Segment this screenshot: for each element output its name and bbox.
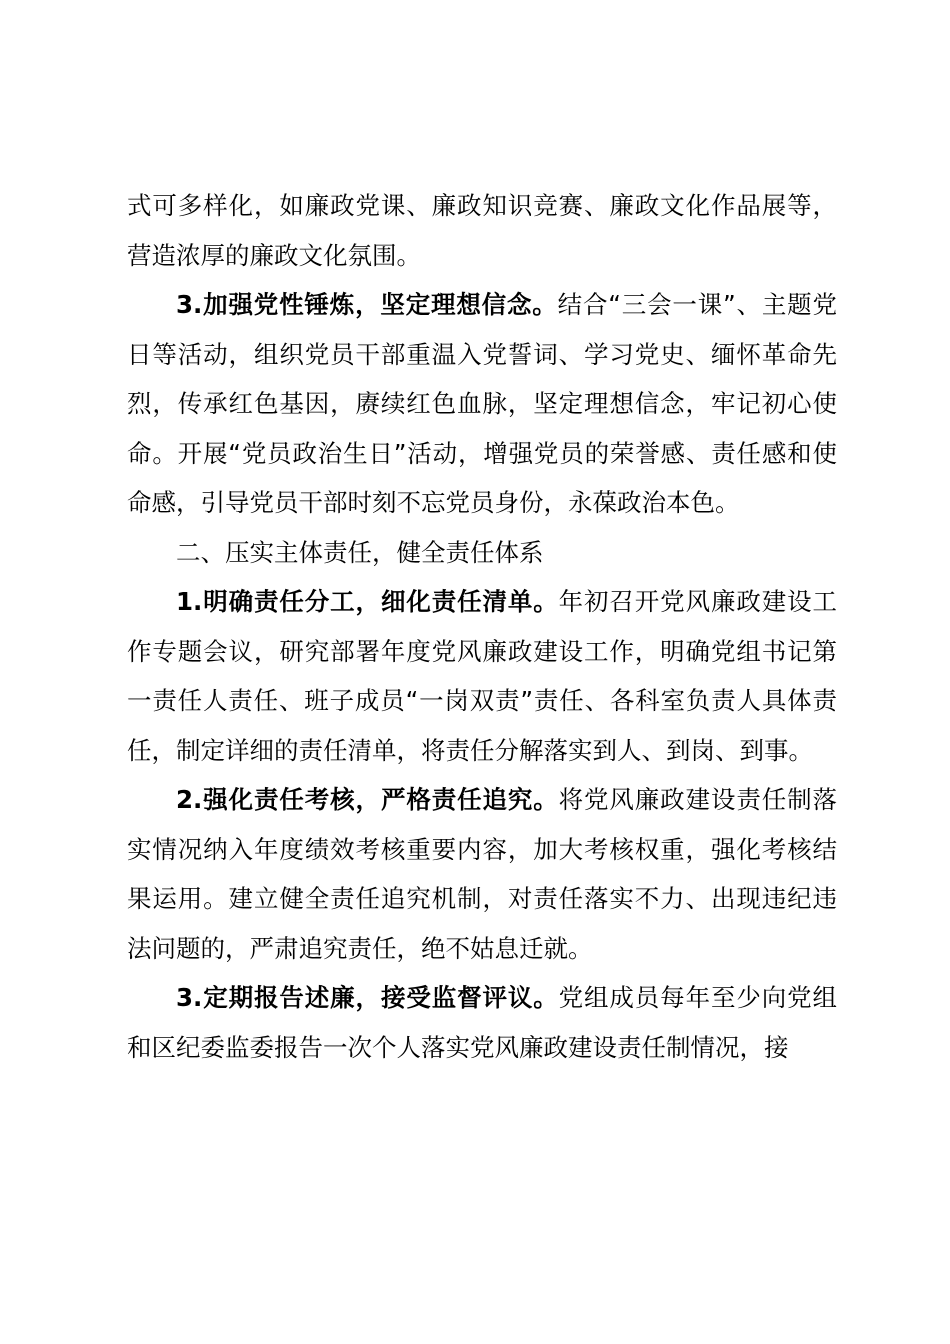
paragraph-continuation (127, 181, 837, 280)
paragraph-heading: 3.加强党性锤炼，坚定理想信念。 (176, 290, 558, 319)
paragraph-text: 结合“三会一课”、主题党日等活动，组织党员干部重温入党誓词、学习党史、缅怀革命先烈，传承红色基因，赓续红色血脉，坚定理想信念，牢记初心使命。开展“党员政治生日”活动，增强党员的荣誉感、责任感和使命感，引导党员干部时刻不忘党员身份，永葆政治本色。 (127, 290, 837, 517)
paragraph-text: 将党风廉政建设责任制落实情况纳入年度绩效考核重要内容，加大考核权重，强化考核结果运用。建立健全责任追究机制，对责任落实不力、出现违纪违法问题的，严肃追究责任，绝不姑息迁就。 (127, 785, 837, 963)
paragraph-responsibility-assessment (127, 775, 837, 973)
paragraph-heading: 1.明确责任分工，细化责任清单。 (176, 587, 559, 616)
paragraph-text: 年初召开党风廉政建设工作专题会议，研究部署年度党风廉政建设工作，明确党组书记第一责任人责任、班子成员“一岗双责”责任、各科室负责人具体责任，制定详细的责任清单，将责任分解落实到人、到岗、到事。 (127, 587, 837, 765)
section-heading (127, 528, 837, 578)
section-heading-text: 二、压实主体责任，健全责任体系 (176, 537, 544, 567)
paragraph-integrity-report (127, 973, 837, 1072)
paragraph-party-spirit (127, 280, 837, 528)
paragraph-heading: 2.强化责任考核，严格责任追究。 (176, 785, 559, 814)
paragraph-heading: 3.定期报告述廉，接受监督评议。 (176, 983, 559, 1012)
paragraph-responsibility-division (127, 577, 837, 775)
paragraph-text: 党组成员每年至少向党组和区纪委监委报告一次个人落实党风廉政建设责任制情况，接 (127, 983, 837, 1062)
document-body (127, 181, 837, 1072)
paragraph-text: 式可多样化，如廉政党课、廉政知识竞赛、廉政文化作品展等，营造浓厚的廉政文化氛围。 (127, 191, 837, 270)
